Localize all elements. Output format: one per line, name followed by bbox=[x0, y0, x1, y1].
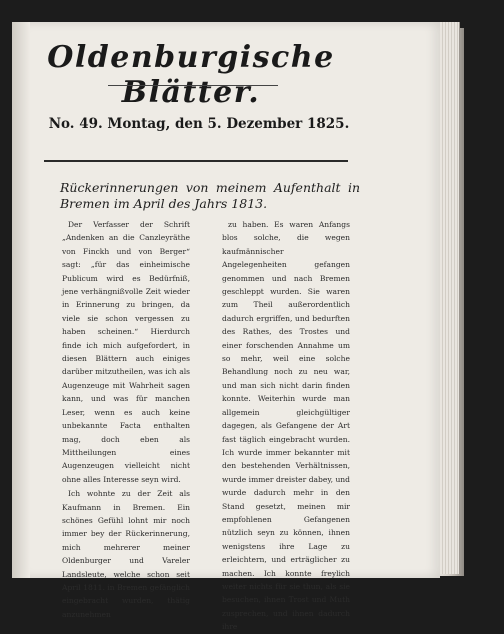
header-rule bbox=[44, 160, 348, 162]
paragraph: Der Verfasser der Schrift „Andenken an die Canzleyräthe von Finckh und von Berger“ sagt: „für das einheimische Publicum wird es Bedürfniß, jene verhängnißvolle Zeit wieder in Erinnerung zu bringen, da viele sie schon vergessen zu haben scheinen.“ Hierdurch finde ich mich aufgefordert, in diesen Blättern auch einiges darüber mitzutheilen, was ich als Augenzeuge mit Wahrheit sagen kann, und was für manchen Leser, wenn es auch keine unbekannte Facta enthalten mag, doch eben als Mittheilungen eines Augenzeugen vielleicht nicht ohne alles Interesse seyn wird. bbox=[62, 220, 190, 484]
masthead-rule bbox=[108, 85, 278, 86]
text-column-left bbox=[62, 218, 190, 621]
text-column-right bbox=[222, 218, 350, 634]
issue-date-line: No. 49. Montag, den 5. Dezember 1825. bbox=[48, 116, 350, 132]
paragraph: Ich wohnte zu der Zeit als Kaufmann in Bremen. Ein schönes Gefühl lohnt mir noch immer bey der Rückerinnerung, mich mehrerer meiner Oldenburger und Vareler Landsleute, welche schon seit April 1811. in Bremen gefänglich eingebracht wurden, thätig anzunehmen bbox=[62, 489, 190, 619]
binding-gutter bbox=[12, 22, 30, 578]
paragraph: zu haben. Es waren Anfangs blos solche, die wegen kaufmännischer Angelegenheiten gefangen genommen und nach Bremen geschleppt wurden. Sie waren zum Theil außerordentlich dadurch ergriffen, und bedurften des Rathes, des Trostes und einer forschenden Annahme um so mehr, weil eine solche Behandlung noch zu neu war, und man sich nicht darin finden konnte. Weiterhin wurde man allgemein gleichgültiger dagegen, als Gefangene der Art fast täglich eingebracht wurden. Ich wurde immer bekannter mit den bestehenden Verhältnissen, wurde immer dreister dabey, und wurde dadurch mehr in den Stand gesetzt, meinen mir empfohlenen Gefangenen nützlich seyn zu können, ihnen wenigstens ihre Lage zu erleichtern, und erträglicher zu machen. Ich konnte freylich weiter nichts für sie thun, als sie besuchen, ihnen Trost und Muth zusprechen, und ihnen dadurch ihre bbox=[222, 220, 350, 632]
masthead-title: Oldenburgische Blätter. bbox=[47, 40, 335, 110]
article-title: Rückerinnerungen von meinem Aufenthalt in Bremen im April des Jahrs 1813. bbox=[60, 180, 360, 211]
